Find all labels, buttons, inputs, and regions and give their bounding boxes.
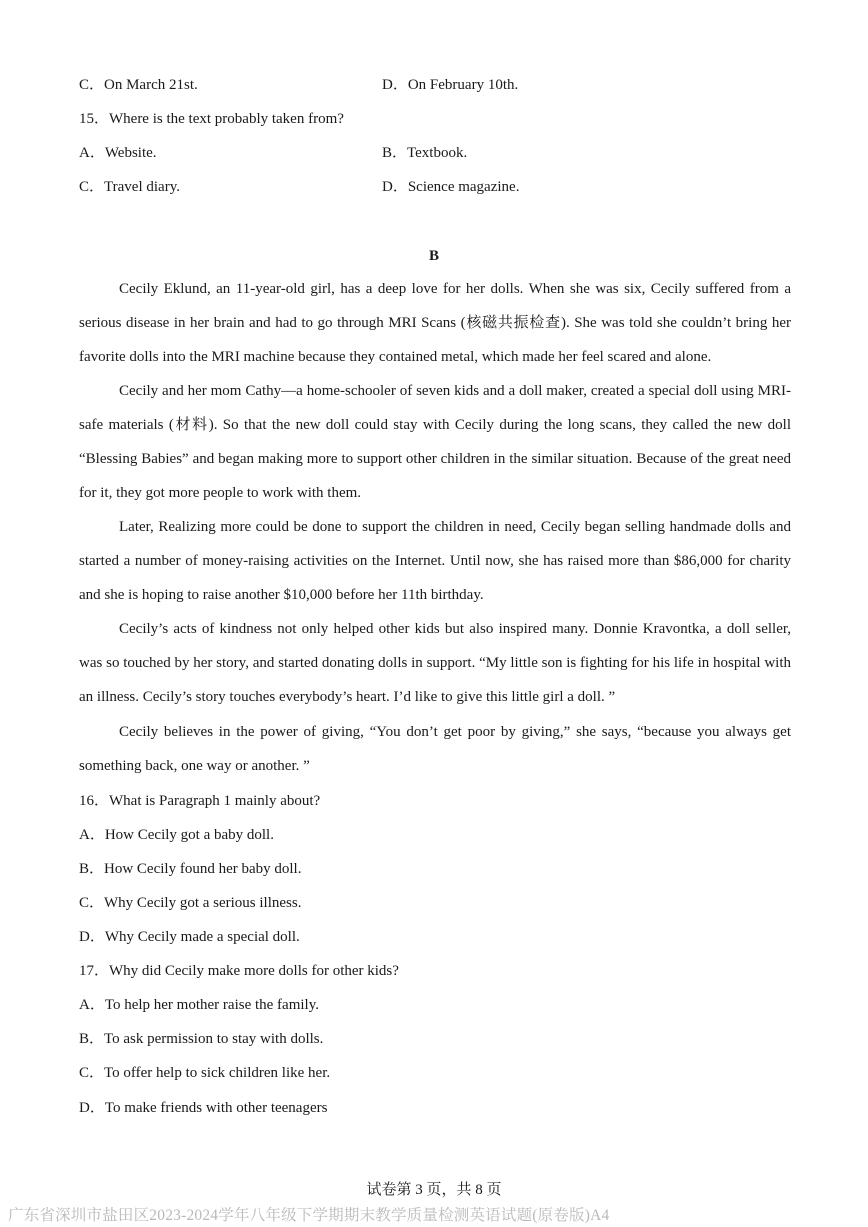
watermark-text: 广东省深圳市盐田区2023-2024学年八年级下学期期末教学质量检测英语试题(原卷版)A4 xyxy=(8,1207,610,1224)
q15-option-d: D．Science magazine. xyxy=(382,179,520,195)
page-footer: 试卷第 3 页，共 8 页 xyxy=(366,1182,502,1198)
q17-option-c: C．To offer help to sick children like her. xyxy=(79,1065,331,1081)
q14-option-c: C．On March 21st. xyxy=(79,77,198,93)
q17-option-b: B．To ask permission to stay with dolls. xyxy=(79,1031,324,1047)
q15-question: 15．Where is the text probably taken from? xyxy=(79,111,344,127)
q16-option-b: B．How Cecily found her baby doll. xyxy=(79,861,302,877)
section-heading: B xyxy=(428,248,439,264)
q16-question: 16．What is Paragraph 1 mainly about? xyxy=(79,793,321,809)
passage-paragraph-2: Cecily and her mom Cathy—a home-schooler of seven kids and a doll maker, created a special doll using MRI-safe materials (材料). So that the new doll could stay with Cecily during the long scans, they called the new doll “Blessing Babies” and began making more to support other children in the similar situation. Because of the great need for it, they got more people to work with them. xyxy=(79,383,791,501)
q16-option-c: C．Why Cecily got a serious illness. xyxy=(79,895,302,911)
q17-question: 17．Why did Cecily make more dolls for other kids? xyxy=(79,963,399,979)
passage-paragraph-5: Cecily believes in the power of giving, “You don’t get poor by giving,” she says, “because you always get something back, one way or another. ” xyxy=(79,724,791,774)
q15-option-a: A．Website. xyxy=(79,145,157,161)
q16-option-a: A．How Cecily got a baby doll. xyxy=(79,827,274,843)
passage-paragraph-4: Cecily’s acts of kindness not only helped other kids but also inspired many. Donnie Kravontka, a doll seller, was so touched by her story, and started donating dolls in support. “My little son is fighting for his life in hospital with an illness. Cecily’s story touches everybody’s heart. I’d like to give this little girl a doll. ” xyxy=(79,621,791,705)
passage-paragraph-3: Later, Realizing more could be done to support the children in need, Cecily began selling handmade dolls and started a number of money-raising activities on the Internet. Until now, she has raised more than $86,000 for charity and she is hoping to raise another $10,000 before her 11th birthday. xyxy=(79,519,791,603)
q15-option-b: B．Textbook. xyxy=(382,145,468,161)
passage-paragraph-1: Cecily Eklund, an 11-year-old girl, has a deep love for her dolls. When she was six, Cecily suffered from a serious disease in her brain and had to go through MRI Scans (核磁共振检查). She was told she couldn’t bring her favorite dolls into the MRI machine because they contained metal, which made her feel scared and alone. xyxy=(79,281,791,365)
q14-option-d: D．On February 10th. xyxy=(382,77,519,93)
q17-option-d: D．To make friends with other teenagers xyxy=(79,1100,328,1116)
q15-option-c: C．Travel diary. xyxy=(79,179,180,195)
q16-option-d: D．Why Cecily made a special doll. xyxy=(79,929,300,945)
q17-option-a: A．To help her mother raise the family. xyxy=(79,997,319,1013)
